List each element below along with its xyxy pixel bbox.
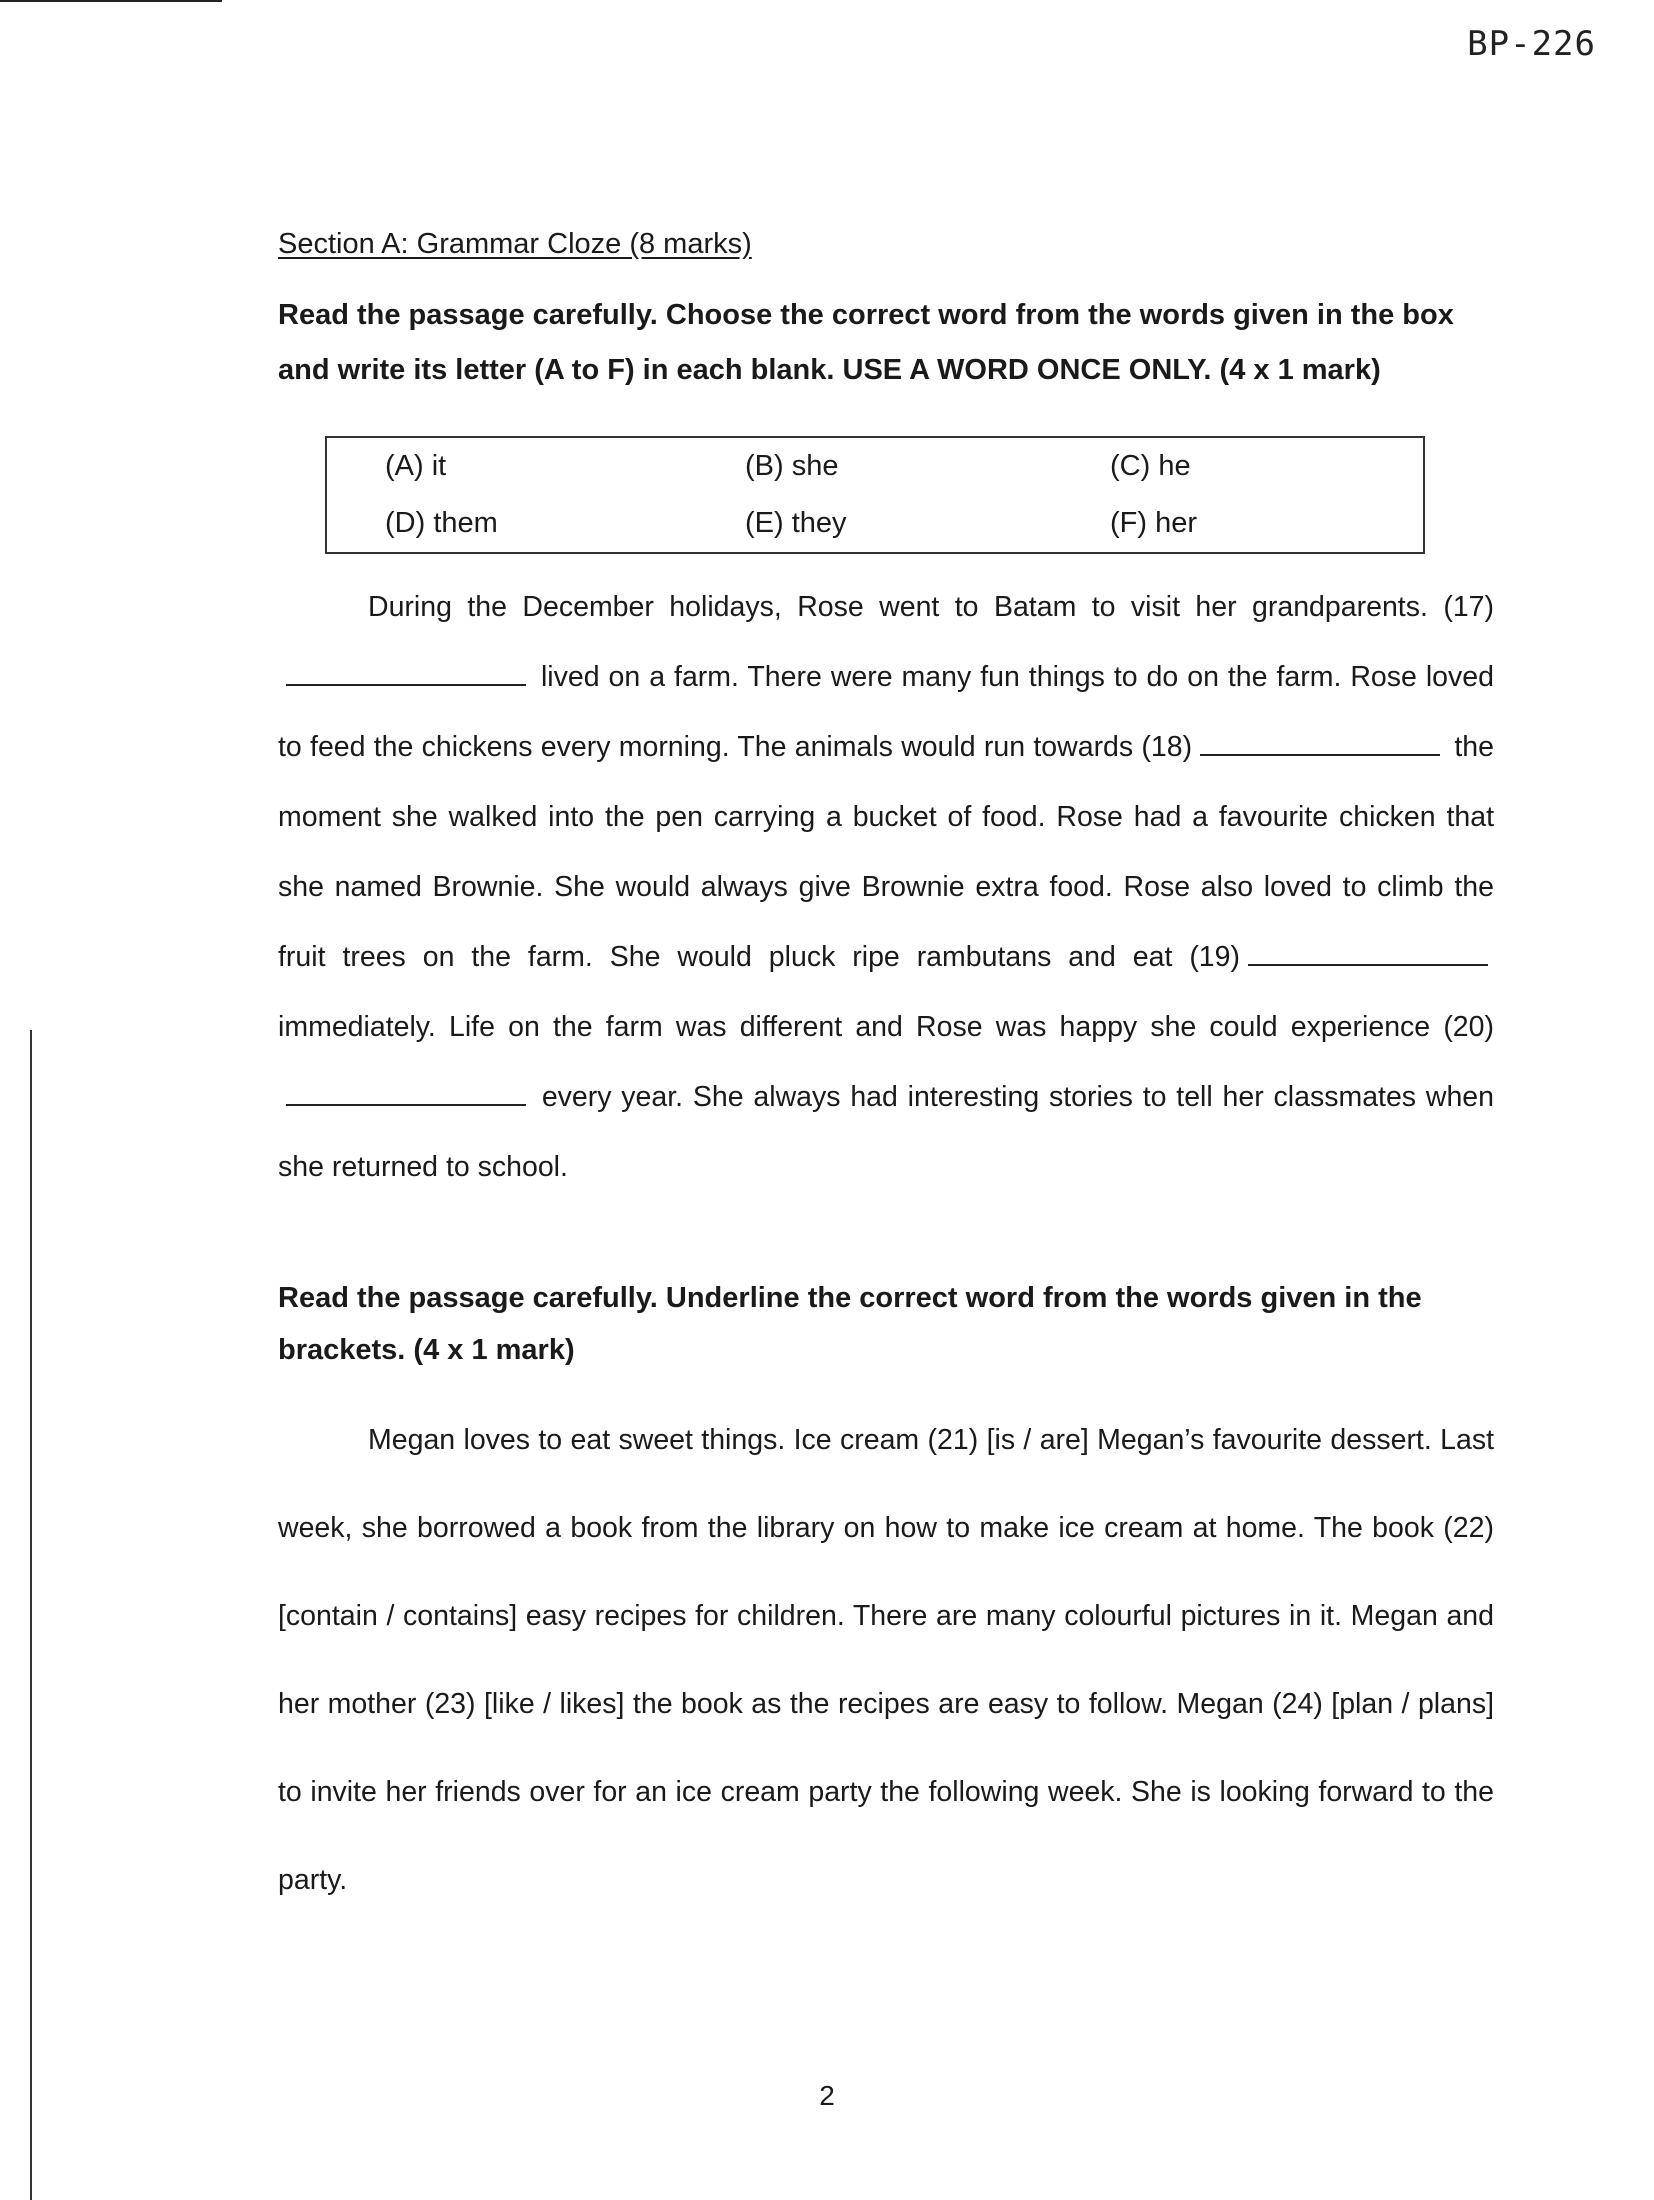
answer-blank-18[interactable] bbox=[1200, 732, 1440, 756]
page-number: 2 bbox=[819, 2080, 835, 2111]
passage-1-text-3: the moment she walked into the pen carrying a bucket of food. Rose had a favourite chicken that she named Brownie. She would always give Brownie extra food. Rose also loved to climb the fruit trees on the farm. She would pluck ripe rambutans and eat bbox=[278, 731, 1494, 973]
passage-1-text-1: During the December holidays, Rose went to Batam to visit her grandparents. bbox=[368, 591, 1428, 623]
passage-2 bbox=[278, 1396, 1494, 1924]
question-18-label: (18) bbox=[1141, 731, 1193, 763]
word-option-e: (E) they bbox=[745, 507, 847, 539]
question-17-label: (17) bbox=[1443, 591, 1495, 623]
word-option-d: (D) them bbox=[385, 507, 498, 539]
word-option-b: (B) she bbox=[745, 450, 839, 482]
instruction-1: Read the passage carefully. Choose the correct word from the words given in the box and write its letter (A to F) in each blank. USE A WORD ONCE ONLY. (4 x 1 mark) bbox=[278, 299, 1454, 386]
answer-blank-19[interactable] bbox=[1248, 942, 1488, 966]
passage-1-text-4: immediately. Life on the farm was different and Rose was happy she could experience bbox=[278, 1011, 1431, 1043]
word-option-a: (A) it bbox=[385, 450, 447, 482]
top-rule bbox=[0, 0, 222, 2]
word-option-c: (C) he bbox=[1110, 450, 1191, 482]
passage-1-text-2: lived on a farm. There were many fun things to do on the farm. Rose loved to feed the chickens every morning. The animals would run towards bbox=[278, 661, 1494, 763]
section-title: Section A: Grammar Cloze (8 marks) bbox=[278, 228, 752, 260]
word-option-f: (F) her bbox=[1110, 507, 1197, 539]
passage-2-text: Megan loves to eat sweet things. Ice cream (21) [is / are] Megan’s favourite dessert. Last week, she borrowed a book from the library on how to make ice cream at home. The book (22) [contain / contains] easy recipes for children. There are many colourful pictures in it. Megan and her mother (23) [like / likes] the book as the recipes are easy to follow. Megan (24) [plan / plans] to invite her friends over for an ice cream party the following week. She is looking forward to the party. bbox=[278, 1424, 1494, 1896]
passage-1-text-5: every year. She always had interesting stories to tell her classmates when she returned to school. bbox=[278, 1081, 1494, 1183]
answer-blank-17[interactable] bbox=[286, 662, 526, 686]
page-code: BP-226 bbox=[1467, 24, 1596, 64]
left-margin-line bbox=[30, 1030, 32, 2200]
main-content bbox=[278, 224, 1494, 1924]
answer-blank-20[interactable] bbox=[286, 1082, 526, 1106]
question-20-label: (20) bbox=[1443, 1011, 1494, 1043]
passage-1 bbox=[278, 572, 1494, 1202]
question-19-label: (19) bbox=[1189, 941, 1240, 973]
instruction-2: Read the passage carefully. Underline the correct word from the words given in the brackets. (4 x 1 mark) bbox=[278, 1282, 1422, 1366]
word-box bbox=[325, 436, 1425, 554]
